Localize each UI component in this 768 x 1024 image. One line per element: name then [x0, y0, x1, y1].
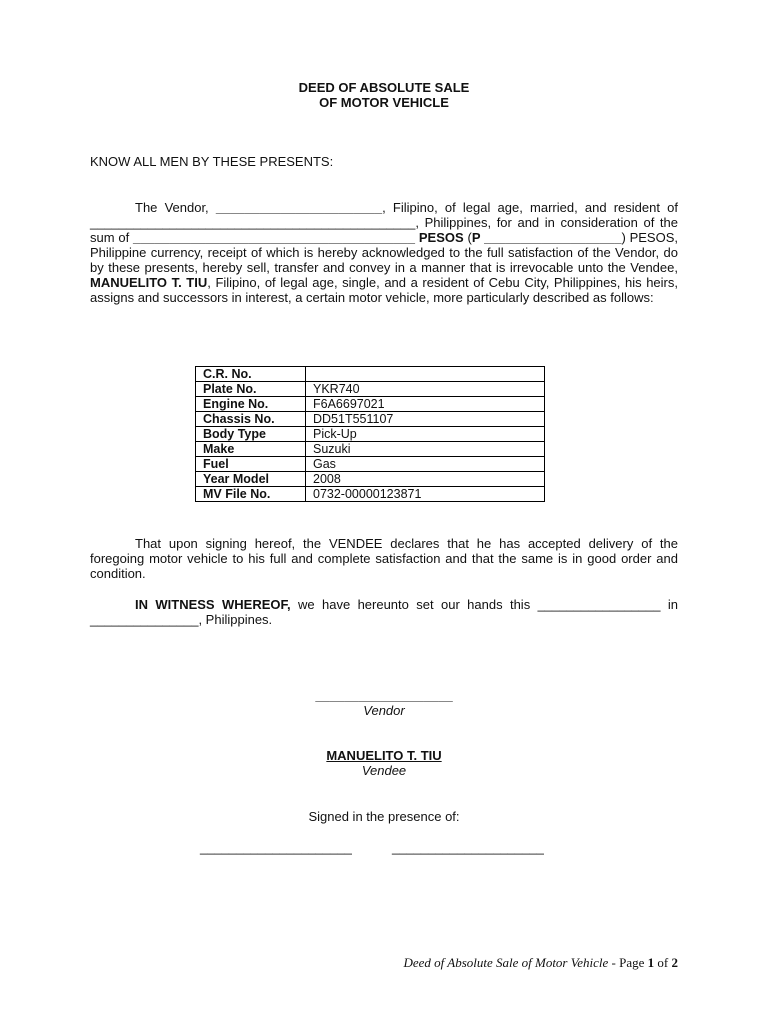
para1-text5: ) PESOS, Philippine currency, receipt of which is hereby acknowledged to the full satisfaction of the Vendor, do by these presents, hereby sell, transfer and convey in a manner that is irrevocable unto the Vendee, [90, 230, 678, 275]
vehicle-table-row [196, 442, 545, 457]
document-title-line2: OF MOTOR VEHICLE [319, 95, 449, 110]
intro-text: KNOW ALL MEN BY THESE PRESENTS: [90, 154, 334, 169]
vehicle-table-row [196, 412, 545, 427]
footer-page-number: 1 [647, 955, 655, 970]
sum-blank: _______________________________________ [133, 230, 416, 245]
vehicle-field-value: Gas [306, 457, 545, 472]
vehicle-details-table [195, 366, 545, 502]
vehicle-field-label: Fuel [196, 457, 306, 472]
vehicle-table-row [196, 427, 545, 442]
vehicle-field-value: 0732-00000123871 [306, 487, 545, 502]
vehicle-table-row [196, 487, 545, 502]
vehicle-table-row [196, 457, 545, 472]
vehicle-table-row [196, 382, 545, 397]
vehicle-field-value: YKR740 [306, 382, 545, 397]
pesos-word: PESOS [418, 230, 464, 245]
para1-text4: ( [463, 230, 472, 245]
footer-page-word: Page [619, 955, 648, 970]
vendee-signature-name: MANUELITO T. TIU [326, 748, 442, 763]
footer-separator: - [608, 955, 620, 970]
vehicle-field-value [306, 367, 545, 382]
vehicle-field-value: Suzuki [306, 442, 545, 457]
footer-of-word: of [654, 955, 672, 970]
para1-text6: , Filipino, of legal age, single, and a resident of Cebu City, Philippines, his heirs, assigns and successors in interest, a certain motor vehicle, more particularly described as follows: [90, 275, 678, 305]
vehicle-field-value: F6A6697021 [306, 397, 545, 412]
vendee-name: MANUELITO T. TIU [90, 275, 208, 290]
vehicle-field-label: Make [196, 442, 306, 457]
vehicle-field-label: Chassis No. [196, 412, 306, 427]
residence-blank: _____________________________________________ [90, 215, 416, 230]
witness-signature-line-1: _____________________ [200, 840, 352, 855]
para3-text2: in [660, 597, 678, 612]
vehicle-field-value: 2008 [306, 472, 545, 487]
witness-heading: IN WITNESS WHEREOF, [135, 597, 291, 612]
vendor-role-label: Vendor [363, 703, 405, 718]
vehicle-field-value: DD51T551107 [306, 412, 545, 427]
witness-signature-line-2: _____________________ [392, 840, 544, 855]
date-blank: _________________ [537, 597, 661, 612]
vehicle-table-row [196, 472, 545, 487]
place-blank: _______________ [90, 612, 199, 627]
paragraph-sale-terms [90, 200, 678, 305]
para1-text3: , Philippines, for and in consideration of the sum of [90, 215, 678, 245]
paragraph-witness [90, 597, 678, 627]
vehicle-field-label: Year Model [196, 472, 306, 487]
para1-text2: , Filipino, of legal age, married, and resident of [382, 200, 678, 215]
paragraph-delivery [90, 536, 678, 581]
footer-doc-title: Deed of Absolute Sale of Motor Vehicle [403, 955, 609, 970]
page-footer [403, 955, 678, 971]
para3-text1: we have hereunto set our hands this [290, 597, 538, 612]
vehicle-field-label: MV File No. [196, 487, 306, 502]
vendor-signature-line: ___________________ [315, 688, 453, 703]
peso-amount-blank: P ___________________ [471, 230, 622, 245]
vehicle-table-row [196, 367, 545, 382]
vehicle-field-label: Engine No. [196, 397, 306, 412]
vendee-role-label: Vendee [361, 763, 407, 778]
vehicle-field-label: Plate No. [196, 382, 306, 397]
footer-page-total: 2 [671, 955, 678, 970]
document-title-line1: DEED OF ABSOLUTE SALE [298, 80, 470, 95]
signed-presence-text: Signed in the presence of: [308, 809, 460, 824]
vehicle-table-row [196, 397, 545, 412]
vehicle-field-label: C.R. No. [196, 367, 306, 382]
para1-text1: The Vendor, [135, 200, 216, 215]
vendor-name-blank: _______________________ [215, 200, 383, 215]
vehicle-field-label: Body Type [196, 427, 306, 442]
para2-text: That upon signing hereof, the VENDEE declares that he has accepted delivery of the foregoing motor vehicle to his full and complete satisfaction and that the same is in good order and condition. [90, 536, 678, 581]
para3-text3: , Philippines. [198, 612, 273, 627]
vehicle-field-value: Pick-Up [306, 427, 545, 442]
